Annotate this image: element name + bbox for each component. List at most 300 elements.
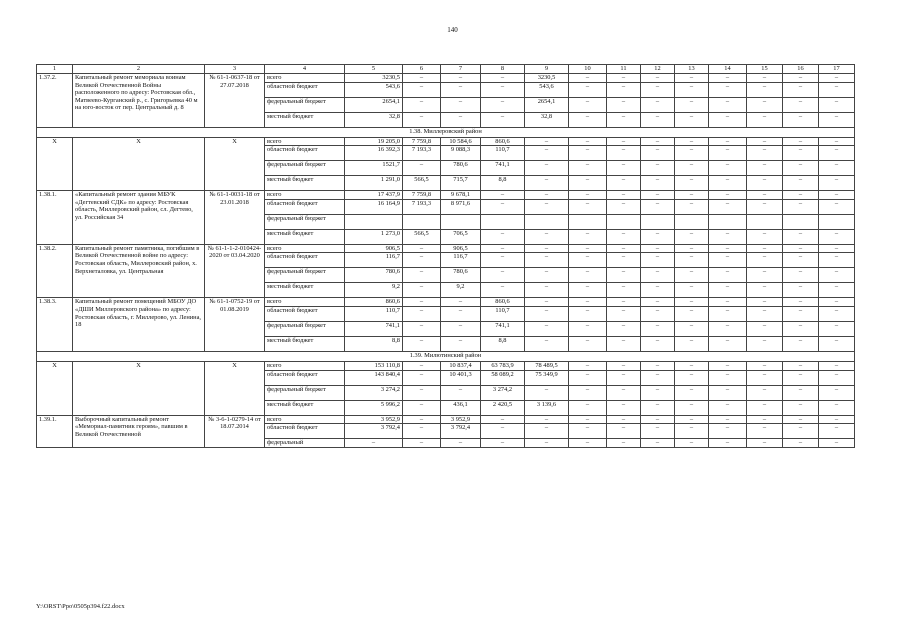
value-cell: 566,5	[403, 229, 441, 244]
value-cell: –	[569, 161, 607, 176]
funding-source: областной бюджет	[265, 82, 345, 97]
budget-table	[36, 64, 855, 448]
value-cell: 63 783,9	[481, 361, 525, 370]
value-cell: –	[747, 306, 783, 321]
item-number: 1.38.1.	[37, 191, 73, 245]
value-cell: 906,5	[441, 244, 481, 253]
table-row	[37, 361, 855, 370]
value-cell	[525, 214, 569, 229]
value-cell: –	[709, 146, 747, 161]
value-cell: 10 584,6	[441, 137, 481, 146]
value-cell: –	[747, 385, 783, 400]
item-document: № 61-1-0752-19 от 01.08.2019	[205, 298, 265, 352]
value-cell: –	[481, 253, 525, 268]
value-cell: –	[403, 424, 441, 439]
value-cell: 8,8	[481, 336, 525, 351]
value-cell: –	[441, 306, 481, 321]
value-cell: 8,8	[345, 336, 403, 351]
value-cell: –	[783, 424, 819, 439]
value-cell: –	[607, 244, 641, 253]
value-cell: –	[709, 415, 747, 424]
item-document: Х	[205, 361, 265, 415]
value-cell: –	[481, 283, 525, 298]
value-cell: 17 437,9	[345, 191, 403, 200]
value-cell: 741,1	[345, 321, 403, 336]
value-cell: –	[641, 415, 675, 424]
value-cell: –	[709, 439, 747, 448]
value-cell: –	[709, 112, 747, 127]
value-cell: –	[481, 199, 525, 214]
funding-source: областной бюджет	[265, 306, 345, 321]
item-number: 1.38.2.	[37, 244, 73, 298]
value-cell: –	[641, 146, 675, 161]
value-cell: –	[525, 199, 569, 214]
value-cell: –	[481, 112, 525, 127]
column-header: 17	[819, 65, 855, 74]
value-cell: –	[783, 400, 819, 415]
value-cell: 110,7	[481, 306, 525, 321]
value-cell: –	[569, 298, 607, 307]
value-cell: –	[747, 321, 783, 336]
value-cell: 7 759,8	[403, 137, 441, 146]
column-header: 6	[403, 65, 441, 74]
value-cell: –	[641, 112, 675, 127]
column-header: 1	[37, 65, 73, 74]
funding-source: федеральный	[265, 439, 345, 448]
value-cell: –	[747, 298, 783, 307]
value-cell	[569, 214, 607, 229]
funding-source: федеральный бюджет	[265, 321, 345, 336]
column-header: 5	[345, 65, 403, 74]
section-title: 1.38. Миллеровский район	[37, 127, 855, 137]
column-header: 3	[205, 65, 265, 74]
value-cell: –	[525, 336, 569, 351]
value-cell: –	[345, 439, 403, 448]
value-cell: –	[675, 74, 709, 83]
value-cell	[403, 214, 441, 229]
value-cell: –	[525, 146, 569, 161]
value-cell: –	[819, 244, 855, 253]
funding-source: местный бюджет	[265, 283, 345, 298]
value-cell: –	[607, 176, 641, 191]
value-cell: 9,2	[441, 283, 481, 298]
value-cell: –	[747, 370, 783, 385]
item-number: 1.39.1.	[37, 415, 73, 447]
value-cell: –	[783, 97, 819, 112]
column-header: 10	[569, 65, 607, 74]
value-cell: –	[441, 321, 481, 336]
value-cell: –	[709, 298, 747, 307]
page-number: 140	[447, 26, 458, 34]
item-number: Х	[37, 137, 73, 191]
value-cell: –	[747, 176, 783, 191]
value-cell: –	[819, 370, 855, 385]
value-cell: –	[675, 268, 709, 283]
value-cell: –	[675, 400, 709, 415]
value-cell: –	[709, 268, 747, 283]
value-cell: –	[569, 439, 607, 448]
value-cell: –	[747, 112, 783, 127]
value-cell: 1521,7	[345, 161, 403, 176]
funding-source: всего	[265, 244, 345, 253]
value-cell: –	[481, 244, 525, 253]
item-number: 1.37.2.	[37, 74, 73, 128]
item-document: № 61-1-0637-18 от 27.07.2018	[205, 74, 265, 128]
value-cell: –	[607, 415, 641, 424]
item-document: № 61-1-1-2-010424-2020 от 03.04.2020	[205, 244, 265, 298]
value-cell: –	[403, 415, 441, 424]
value-cell: –	[709, 82, 747, 97]
value-cell: 9 678,1	[441, 191, 481, 200]
funding-source: всего	[265, 298, 345, 307]
table-row	[37, 137, 855, 146]
value-cell: 436,1	[441, 400, 481, 415]
value-cell: –	[675, 336, 709, 351]
table-row	[37, 298, 855, 307]
value-cell: –	[641, 370, 675, 385]
value-cell: –	[403, 298, 441, 307]
value-cell: –	[569, 253, 607, 268]
value-cell: –	[819, 321, 855, 336]
value-cell: –	[607, 361, 641, 370]
value-cell: –	[569, 424, 607, 439]
value-cell: –	[747, 253, 783, 268]
value-cell: 116,7	[345, 253, 403, 268]
value-cell: –	[709, 385, 747, 400]
value-cell: –	[607, 97, 641, 112]
value-cell: –	[525, 161, 569, 176]
value-cell: –	[641, 253, 675, 268]
value-cell: –	[709, 361, 747, 370]
value-cell: 2 420,5	[481, 400, 525, 415]
item-document: № 3-6-1-0279-14 от 18.07.2014	[205, 415, 265, 447]
value-cell: –	[819, 229, 855, 244]
value-cell: –	[641, 439, 675, 448]
value-cell: –	[569, 199, 607, 214]
value-cell: –	[607, 112, 641, 127]
value-cell: –	[709, 424, 747, 439]
value-cell	[709, 214, 747, 229]
value-cell: –	[569, 400, 607, 415]
value-cell: –	[607, 161, 641, 176]
value-cell: –	[403, 161, 441, 176]
value-cell: –	[675, 439, 709, 448]
value-cell: –	[641, 400, 675, 415]
value-cell: 143 840,4	[345, 370, 403, 385]
value-cell	[345, 214, 403, 229]
value-cell: –	[709, 306, 747, 321]
value-cell: –	[569, 370, 607, 385]
value-cell: –	[783, 112, 819, 127]
value-cell: 9,2	[345, 283, 403, 298]
value-cell: 715,7	[441, 176, 481, 191]
value-cell: –	[747, 424, 783, 439]
value-cell: –	[607, 385, 641, 400]
value-cell: –	[675, 361, 709, 370]
value-cell: –	[525, 137, 569, 146]
value-cell: –	[569, 268, 607, 283]
item-document: Х	[205, 137, 265, 191]
value-cell: –	[525, 306, 569, 321]
value-cell: –	[641, 283, 675, 298]
value-cell: 3 274,2	[345, 385, 403, 400]
value-cell: –	[783, 146, 819, 161]
table-row	[37, 74, 855, 83]
value-cell: –	[819, 424, 855, 439]
value-cell	[441, 214, 481, 229]
value-cell: –	[641, 268, 675, 283]
funding-source: всего	[265, 415, 345, 424]
value-cell: –	[481, 191, 525, 200]
funding-source: областной бюджет	[265, 424, 345, 439]
value-cell: –	[783, 298, 819, 307]
value-cell: –	[675, 137, 709, 146]
item-number: Х	[37, 361, 73, 415]
value-cell: –	[607, 191, 641, 200]
value-cell: –	[819, 268, 855, 283]
value-cell: –	[709, 74, 747, 83]
value-cell: –	[675, 199, 709, 214]
column-header: 16	[783, 65, 819, 74]
value-cell: –	[783, 199, 819, 214]
value-cell: –	[819, 361, 855, 370]
table-row	[37, 415, 855, 424]
value-cell: –	[403, 361, 441, 370]
column-header: 2	[73, 65, 205, 74]
value-cell	[819, 214, 855, 229]
value-cell: –	[481, 82, 525, 97]
value-cell: –	[747, 415, 783, 424]
value-cell	[675, 214, 709, 229]
value-cell: 7 759,8	[403, 191, 441, 200]
column-header: 15	[747, 65, 783, 74]
value-cell: –	[525, 268, 569, 283]
funding-source: областной бюджет	[265, 199, 345, 214]
value-cell: –	[441, 74, 481, 83]
value-cell: –	[569, 97, 607, 112]
value-cell: –	[675, 415, 709, 424]
value-cell: –	[709, 370, 747, 385]
value-cell: –	[641, 298, 675, 307]
value-cell: –	[675, 321, 709, 336]
value-cell: –	[607, 400, 641, 415]
value-cell: –	[607, 370, 641, 385]
value-cell: –	[709, 321, 747, 336]
value-cell: –	[783, 137, 819, 146]
value-cell: –	[675, 191, 709, 200]
value-cell: 19 205,0	[345, 137, 403, 146]
section-row	[37, 127, 855, 137]
value-cell: –	[641, 229, 675, 244]
item-name: Выборочный капитальный ремонт «Мемориал-памятник героям», павшим в Великой Отечественной	[73, 415, 205, 447]
value-cell: –	[675, 283, 709, 298]
value-cell: –	[675, 97, 709, 112]
funding-source: местный бюджет	[265, 176, 345, 191]
value-cell: –	[675, 253, 709, 268]
value-cell: –	[783, 336, 819, 351]
funding-source: всего	[265, 191, 345, 200]
value-cell: 116,7	[441, 253, 481, 268]
value-cell: –	[403, 74, 441, 83]
funding-source: областной бюджет	[265, 146, 345, 161]
value-cell: –	[403, 336, 441, 351]
value-cell: 566,5	[403, 176, 441, 191]
value-cell: –	[783, 439, 819, 448]
value-cell: –	[607, 137, 641, 146]
value-cell: 1 273,0	[345, 229, 403, 244]
footer-file-path: Y:\ORST\Ppo\0505p394.f22.docx	[36, 603, 125, 610]
value-cell: –	[525, 244, 569, 253]
value-cell: –	[675, 146, 709, 161]
value-cell: –	[675, 306, 709, 321]
value-cell: –	[607, 268, 641, 283]
value-cell: –	[709, 253, 747, 268]
value-cell: –	[819, 74, 855, 83]
value-cell: –	[709, 283, 747, 298]
item-name: Капитальный ремонт мемориала воинам Великой Отечественной Войны расположенного по адресу: Ростовская обл., Матвеево-Курганский р., с. Григорьевка 40 м на юго-восток от пер. Центральный д. 8	[73, 74, 205, 128]
value-cell: –	[481, 74, 525, 83]
value-cell: –	[403, 97, 441, 112]
value-cell: –	[819, 298, 855, 307]
value-cell: –	[403, 385, 441, 400]
value-cell: –	[607, 336, 641, 351]
value-cell: –	[747, 336, 783, 351]
value-cell: –	[607, 229, 641, 244]
value-cell: –	[709, 244, 747, 253]
value-cell: –	[641, 336, 675, 351]
value-cell: –	[569, 385, 607, 400]
column-header: 14	[709, 65, 747, 74]
value-cell: –	[607, 424, 641, 439]
value-cell: –	[481, 424, 525, 439]
value-cell: 7 193,3	[403, 146, 441, 161]
value-cell: –	[641, 176, 675, 191]
value-cell: 153 110,8	[345, 361, 403, 370]
value-cell: –	[569, 336, 607, 351]
funding-source: всего	[265, 361, 345, 370]
value-cell: –	[747, 74, 783, 83]
value-cell: –	[481, 97, 525, 112]
value-cell: –	[819, 137, 855, 146]
value-cell: 3 952,9	[441, 415, 481, 424]
value-cell: –	[675, 298, 709, 307]
value-cell: –	[525, 424, 569, 439]
value-cell: –	[607, 146, 641, 161]
value-cell: –	[747, 146, 783, 161]
value-cell: –	[747, 161, 783, 176]
value-cell: –	[525, 176, 569, 191]
value-cell: –	[607, 199, 641, 214]
value-cell	[607, 214, 641, 229]
column-header: 4	[265, 65, 345, 74]
value-cell: –	[819, 253, 855, 268]
value-cell: –	[641, 321, 675, 336]
value-cell: 2654,1	[525, 97, 569, 112]
value-cell: 110,7	[345, 306, 403, 321]
table-row	[37, 191, 855, 200]
value-cell: –	[709, 161, 747, 176]
section-title: 1.39. Милютинский район	[37, 351, 855, 361]
value-cell: 110,7	[481, 146, 525, 161]
value-cell: –	[641, 244, 675, 253]
value-cell: –	[747, 97, 783, 112]
value-cell: –	[569, 361, 607, 370]
value-cell: 741,1	[481, 161, 525, 176]
value-cell: 3 952,9	[345, 415, 403, 424]
value-cell: 16 392,3	[345, 146, 403, 161]
item-name: Х	[73, 361, 205, 415]
value-cell: –	[819, 199, 855, 214]
funding-source: федеральный бюджет	[265, 97, 345, 112]
value-cell: –	[819, 306, 855, 321]
value-cell: 10 401,3	[441, 370, 481, 385]
value-cell: –	[675, 385, 709, 400]
value-cell: –	[403, 283, 441, 298]
value-cell: 860,6	[345, 298, 403, 307]
value-cell: –	[607, 439, 641, 448]
value-cell: –	[675, 112, 709, 127]
funding-source: всего	[265, 137, 345, 146]
funding-source: федеральный бюджет	[265, 268, 345, 283]
value-cell: –	[675, 370, 709, 385]
value-cell: –	[819, 439, 855, 448]
value-cell: 3 792,4	[345, 424, 403, 439]
value-cell: –	[403, 82, 441, 97]
value-cell: –	[709, 400, 747, 415]
value-cell: –	[641, 82, 675, 97]
value-cell: –	[525, 439, 569, 448]
value-cell: –	[441, 385, 481, 400]
value-cell: –	[441, 298, 481, 307]
value-cell: 543,6	[345, 82, 403, 97]
funding-source: всего	[265, 74, 345, 83]
value-cell: –	[675, 244, 709, 253]
value-cell: –	[641, 424, 675, 439]
value-cell: –	[569, 415, 607, 424]
value-cell: –	[641, 361, 675, 370]
value-cell: –	[481, 268, 525, 283]
value-cell: –	[569, 283, 607, 298]
value-cell: –	[747, 244, 783, 253]
column-header: 11	[607, 65, 641, 74]
value-cell: –	[641, 97, 675, 112]
value-cell: 543,6	[525, 82, 569, 97]
value-cell: –	[641, 199, 675, 214]
value-cell: –	[569, 191, 607, 200]
value-cell: –	[481, 439, 525, 448]
value-cell: –	[819, 283, 855, 298]
value-cell: –	[747, 82, 783, 97]
value-cell: –	[783, 253, 819, 268]
value-cell: –	[525, 283, 569, 298]
value-cell: –	[441, 82, 481, 97]
value-cell: –	[525, 415, 569, 424]
value-cell: –	[441, 439, 481, 448]
item-name: Капитальный ремонт памятника, погибшим в Великой Отечественной войне по адресу: Ростовская область, Миллеровский район, х. Верхнеталовка, ул. Центральная	[73, 244, 205, 298]
value-cell: 780,6	[441, 161, 481, 176]
value-cell: –	[675, 424, 709, 439]
value-cell: –	[403, 400, 441, 415]
value-cell: –	[641, 385, 675, 400]
item-number: 1.38.3.	[37, 298, 73, 352]
value-cell: 3 792,4	[441, 424, 481, 439]
funding-source: областной бюджет	[265, 370, 345, 385]
value-cell: 741,1	[481, 321, 525, 336]
value-cell: –	[675, 229, 709, 244]
value-cell	[747, 214, 783, 229]
value-cell: 58 089,2	[481, 370, 525, 385]
value-cell: –	[783, 176, 819, 191]
